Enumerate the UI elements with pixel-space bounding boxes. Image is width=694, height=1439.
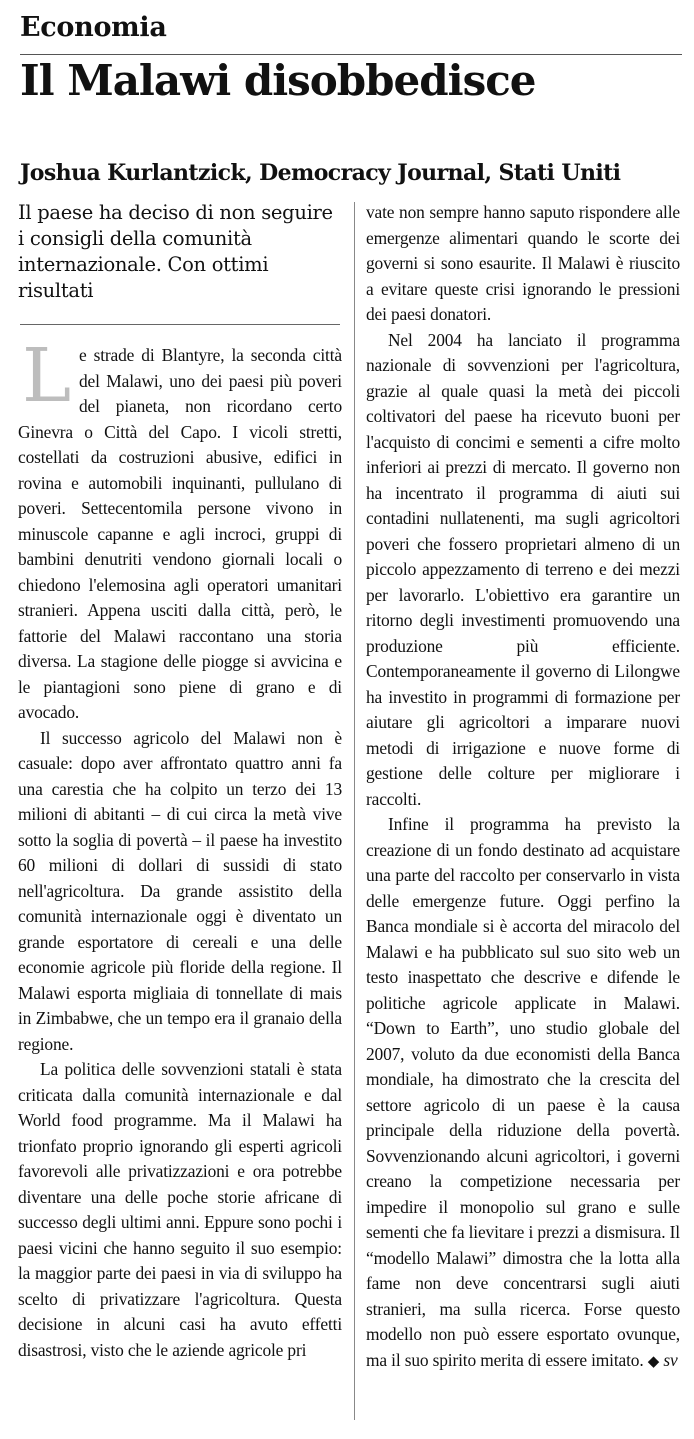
column-divider bbox=[354, 202, 355, 1420]
author-signature: sv bbox=[663, 1349, 678, 1370]
drop-cap: L bbox=[22, 333, 71, 419]
article-paragraph: Infine il programma ha previsto la creazione di un fondo destinato ad acquistare una parte del raccolto per conservarlo in vista delle emergenze future. Oggi perfino la Banca mondiale si è accorta del miracolo del Malawi e ha pubblicato sul suo sito web un testo inaspettato che descrive e difende le politiche agricole applicate in Malawi. “Down to Earth”, uno studio globale del 2007, voluto da due economisti della Banca mondiale, ha dimostrato che la crescita del settore agricolo di un paese è la causa principale della riduzione della povertà. Sovvenzionando alcuni agricoltori, i governi creano la competizione necessaria per impedire il monopolio sul grano e sulle sementi che fa lievitare i prezzi a dismisura. Il “modello Malawi” dimostra che la lotta alla fame non deve concentrarsi sugli aiuti stranieri, ma sulla ricerca. Forse questo modello non può essere esportato ovunque, ma il suo spirito merita di essere imitato. ◆ sv bbox=[366, 814, 680, 1370]
headline: Il Malawi disobbedisce bbox=[20, 56, 536, 105]
article-paragraph: La politica delle sovvenzioni statali è stata criticata dalla comunità internazionale e dal World food programme. Ma il Malawi ha trionfato proprio ignorando gli esperti agricoli favorevoli alle privatizzazioni e ora potrebbe diventare una delle poche storie africane di successo degli ultimi anni. Eppure sono pochi i paesi vicini che hanno seguito il suo esempio: la maggior parte dei paesi in via di sviluppo ha scelto di privatizzare l'agricoltura. Questa decisione in alcuni casi ha avuto effetti disastrosi, visto che le aziende agricole pri bbox=[18, 1059, 342, 1360]
article-paragraph: Nel 2004 ha lanciato il programma nazionale di sovvenzioni per l'agricoltura, grazie al quale quasi la metà dei piccoli coltivatori del paese ha ricevuto buoni per l'acquisto di concimi e sementi a cifre molto inferiori ai prezzi di mercato. Il governo non ha incentrato il programma di aiuti sui contadini nullatenenti, ma sugli agricoltori poveri che fossero proprietari almeno di un piccolo appezzamento di terreno e dei mezzi per lavorarlo. L'obiettivo era garantire un ritorno degli investimenti promuovendo una produzione più efficiente. Contemporaneamente il governo di Lilongwe ha investito in programmi di formazione per aiutare gli agricoltori a imparare nuovi metodi di irrigazione e nuove forme di gestione delle colture per migliorare i raccolti. bbox=[366, 329, 680, 809]
article-paragraph: Le strade di Blantyre, la seconda città del Malawi, uno dei paesi più poveri del pianeta, non ricordano certo Ginevra o Città del Capo. I vicoli stretti, costellati da costruzioni abusive, edifici in rovina e automobili inquinanti, pullulano di poveri. Settecentomila persone vivono in minuscole capanne e agli incroci, gruppi di bambini denutriti vendono giornali locali o chiedono l'elemosina agli operatori umanitari stranieri. Appena usciti dalla città, però, le fattorie del Malawi raccontano una storia diversa. La stagione delle piogge si avvicina e le piantagioni sono piene di grano e di avocado. bbox=[18, 333, 342, 722]
article-column-right bbox=[366, 200, 680, 1375]
section-label: Economia bbox=[20, 12, 167, 43]
article-column-left bbox=[18, 200, 342, 1363]
article-paragraph: Il successo agricolo del Malawi non è casuale: dopo aver affrontato quattro anni fa una carestia che ha colpito un terzo dei 13 milioni di abitanti – di cui circa la metà vive sotto la soglia di povertà – il paese ha investito 60 milioni di dollari di sussidi di stato nell'agricoltura. Da grande assistito della comunità internazionale oggi è diventato un grande esportatore di cereali e una delle economie agricole più floride della regione. Il Malawi esporta migliaia di tonnellate di mais in Zimbabwe, che un tempo era il granaio della regione. bbox=[18, 727, 342, 1054]
header-rule bbox=[20, 54, 682, 55]
article-paragraph: vate non sempre hanno saputo rispondere alle emergenze alimentari quando le scorte dei governi si sono esaurite. Il Malawi è riuscito a evitare queste crisi ignorando le pressioni dei paesi donatori. bbox=[366, 202, 680, 324]
end-mark-icon: ◆ bbox=[647, 1353, 660, 1370]
standfirst-rule bbox=[20, 324, 340, 325]
standfirst: Il paese ha deciso di non seguire i consigli della comunità internazionale. Con ottimi risultati bbox=[18, 201, 333, 302]
byline: Joshua Kurlantzick, Democracy Journal, Stati Uniti bbox=[20, 160, 621, 186]
